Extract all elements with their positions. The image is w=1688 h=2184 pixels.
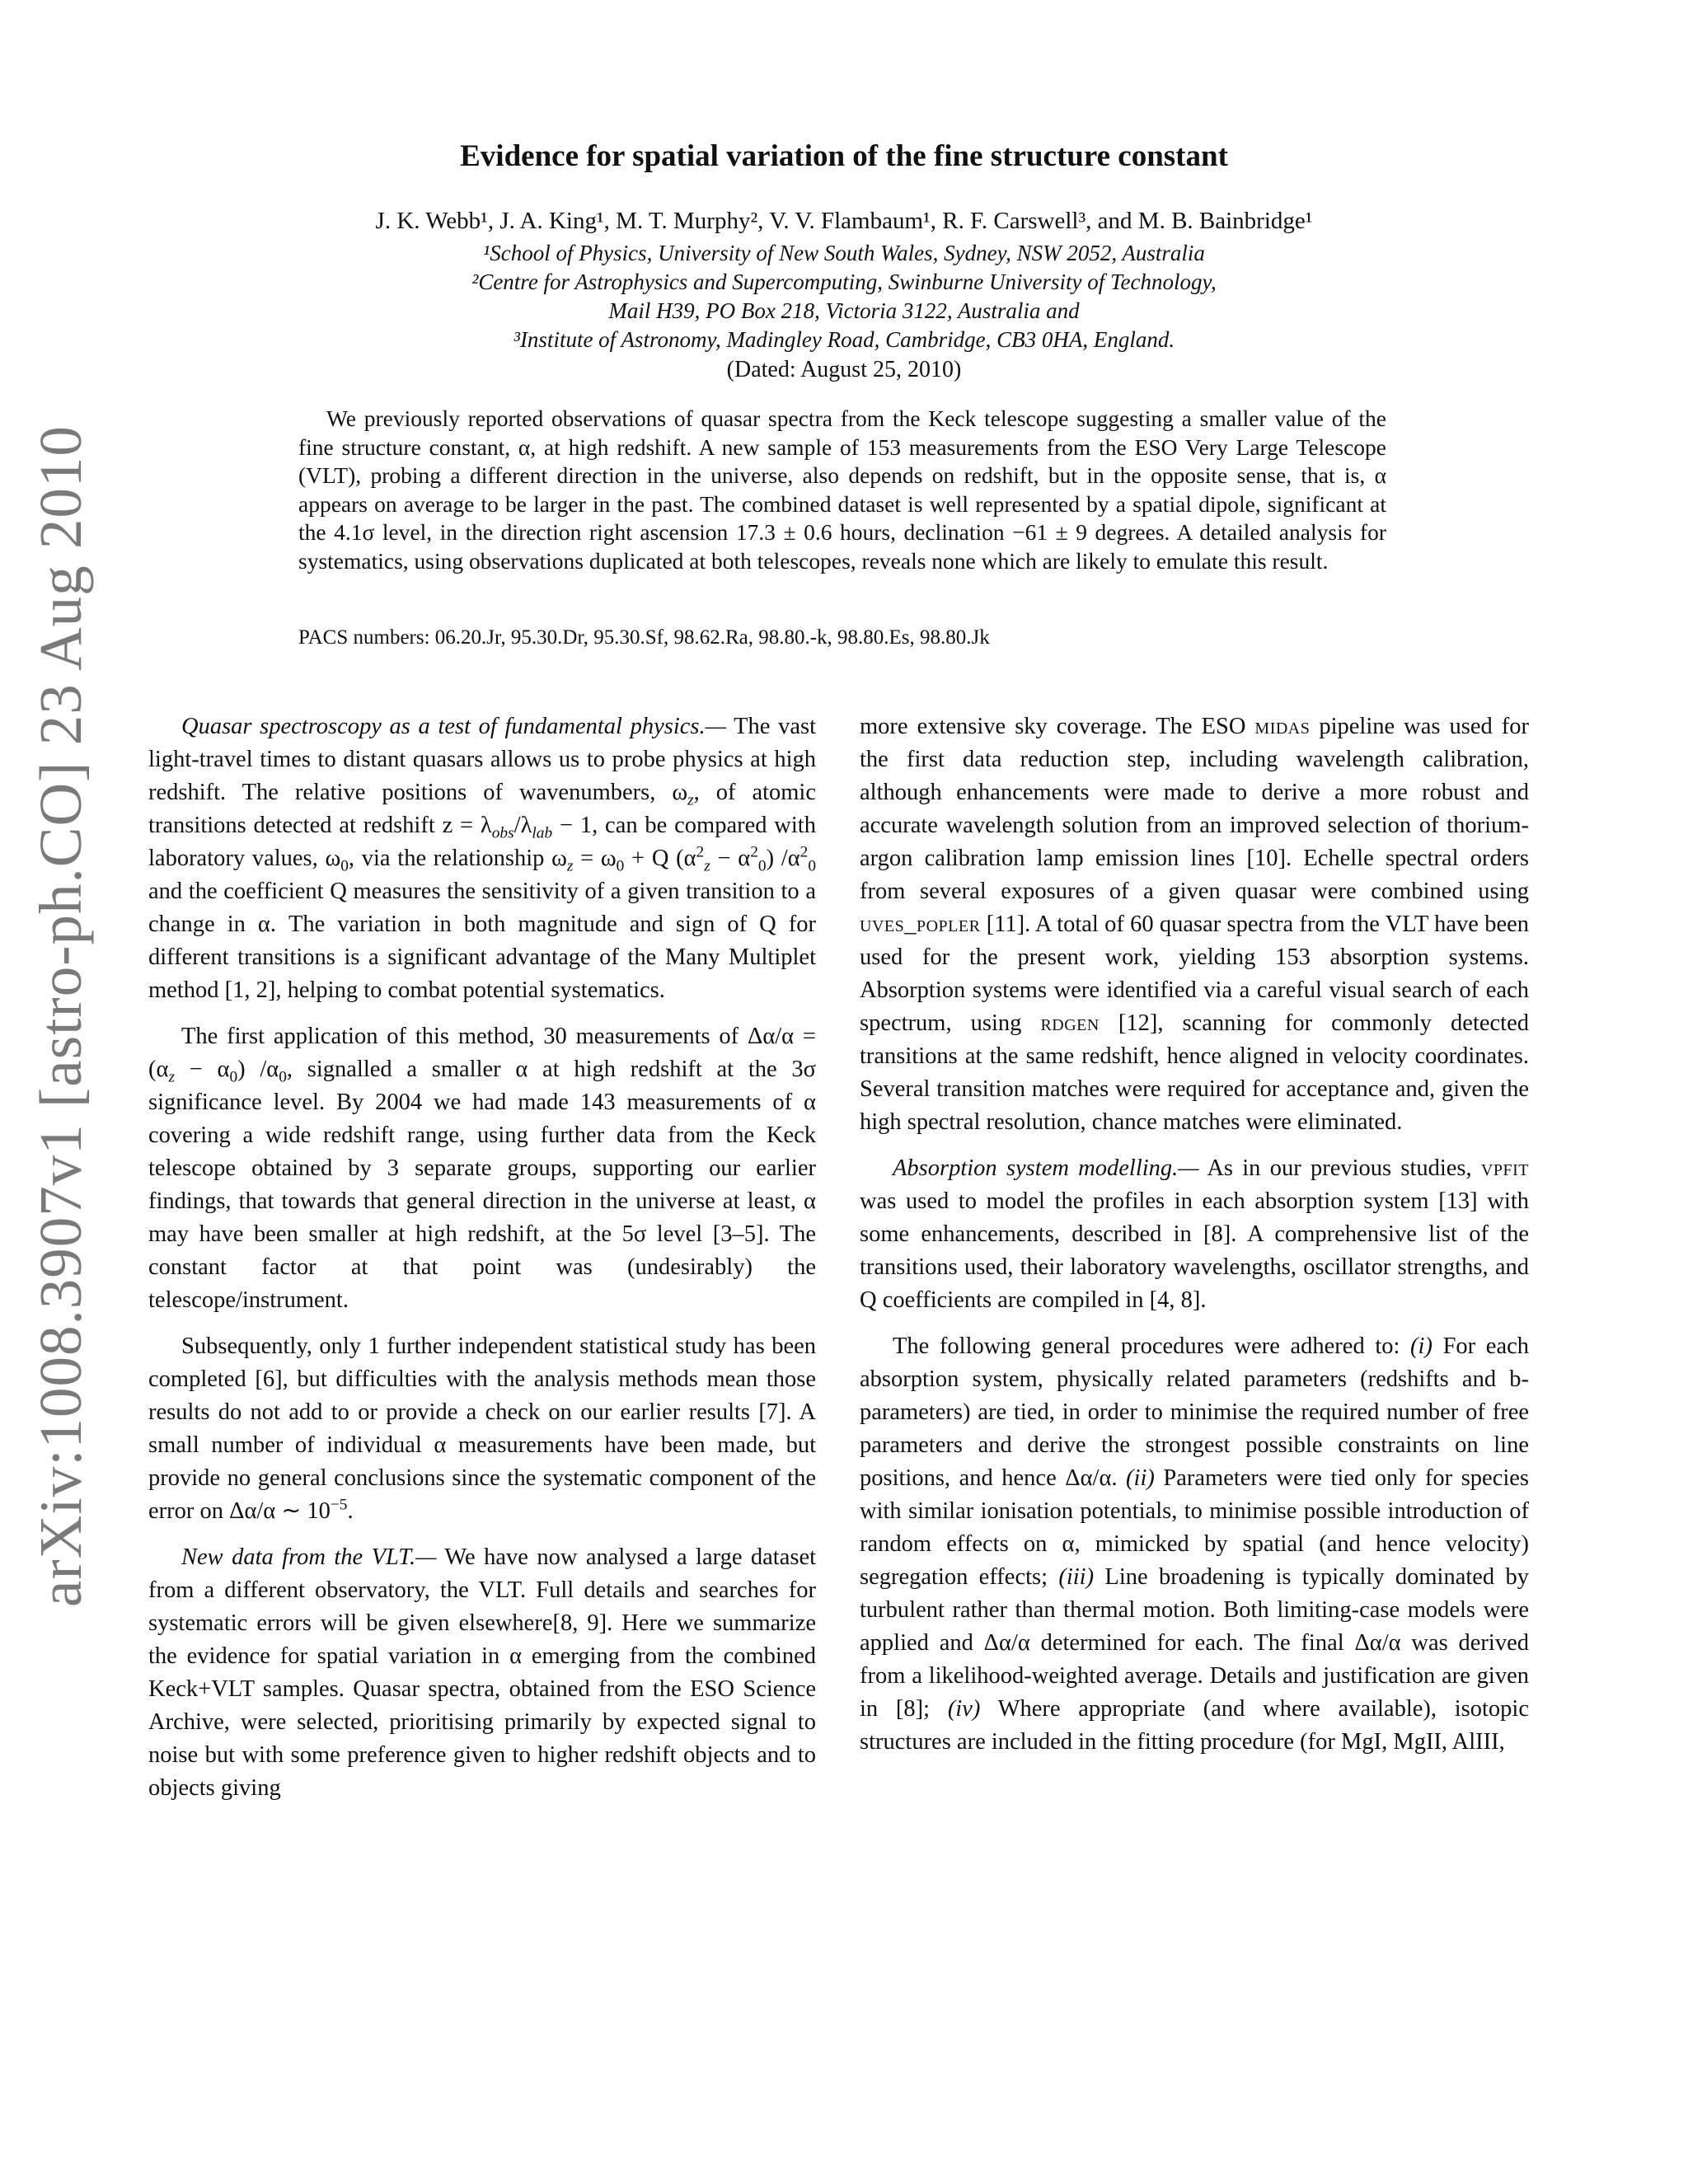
affiliation-2: ²Centre for Astrophysics and Supercomputing, Swinburne University of Technology, [471, 269, 1217, 294]
paragraph-quasar-spectroscopy: Quasar spectroscopy as a test of fundamental physics.— The vast light-travel times to distant quasars allows us to probe physics at high redshift. The relative positions of wavenumbers, $\omega_z$, of atomic transitions detected at redshift $z = \lambda_{obs}/\lambda_{lab} - 1$, can be compared with laboratory values, $\omega_0$, via the relationship $\omega_z = \omega_0 + Q$ $(\alpha^2_z - \alpha^2_0)$ $/\alpha^2_0$ and the coefficient Q measures the sensitivity of a given transition to a change in α. The variation in both magnitude and sign of Q for different transitions is a significant advantage of the Many Multiplet method [1, 2], helping to combat potential systematics. [148, 714, 817, 1003]
paragraph-new-data: New data from the VLT.— We have now analysed a large dataset from a different observatory, the VLT. Full details and searches for systematic errors will be given elsewhere[8, 9]. Here we summarize the evidence for spatial variation in α emerging from the combined Keck+VLT samples. Quasar spectra, obtained from the ESO Science Archive, were selected, prioritising primarily by expected signal to noise but with some preference given to higher redshift objects and to objects giving [148, 1544, 817, 1801]
pacs-numbers: PACS numbers: 06.20.Jr, 95.30.Dr, 95.30.Sf, 98.62.Ra, 98.80.-k, 98.80.Es, 98.80.Jk [298, 626, 990, 649]
left-column [148, 710, 816, 1818]
paragraph-procedures: The following general procedures were adhered to: (i) For each absorption system, physically related parameters (redshifts and b-parameters) are tied, in order to minimise the required number of free parameters and derive the strongest possible constraints on line positions, and hence Δα/α. (ii) Parameters were tied only for species with similar ionisation potentials, to minimise possible introduction of random effects on α, mimicked by spatial (and hence velocity) segregation effects; (iii) Line broadening is typically dominated by turbulent rather than thermal motion. Both limiting-case models were applied and Δα/α determined for each. The final Δα/α was derived from a likelihood-weighted average. Details and justification are given in [8]; (iv) Where appropriate (and where available), isotopic structures are included in the fitting procedure (for MgI, MgII, AlIII, [860, 1333, 1529, 1755]
right-column [860, 710, 1529, 1772]
dated-line: (Dated: August 25, 2010) [726, 357, 962, 382]
abstract [298, 405, 1386, 575]
abstract-text: We previously reported observations of quasar spectra from the Keck telescope suggesting a smaller value of the fine structure constant, α, at high redshift. A new sample of 153 measurements from the ESO Very Large Telescope (VLT), probing a different direction in the universe, also depends on redshift, but in the opposite sense, that is, α appears on average to be larger in the past. The combined dataset is well represented by a spatial dipole, significant at the 4.1σ level, in the direction right ascension 17.3 ± 0.6 hours, declination −61 ± 9 degrees. A detailed analysis for systematics, using observations duplicated at both telescopes, reveals none which are likely to emulate this result. [298, 405, 1386, 574]
section-heading: New data from the VLT.— [181, 1544, 437, 1570]
paragraph-absorption-modelling: Absorption system modelling.— As in our previous studies, vpfit was used to model the profiles in each absorption system [13] with some enhancements, described in [8]. A comprehensive list of the transitions used, their laboratory wavelengths, oscillator strengths, and Q coefficients are compiled in [4, 8]. [860, 1155, 1529, 1313]
paper-title: Evidence for spatial variation of the fine structure constant [460, 139, 1228, 173]
section-heading: Quasar spectroscopy as a test of fundamental physics.— [181, 714, 726, 739]
paragraph-subsequently: Subsequently, only 1 further independent statistical study has been completed [6], but difficulties with the analysis methods mean those results do not add to or provide a check on our earlier results [7]. A small number of individual α measurements have been made, but provide no general conclusions since the systematic component of the error on Δα/α ∼ $10^{-5}$. [148, 1333, 816, 1524]
section-heading: Absorption system modelling.— [893, 1155, 1199, 1181]
paragraph-first-application: The first application of this method, 30 measurements of $\Delta\alpha/\alpha = (\alpha_z - \alpha_0)$ $/\alpha_0$, signalled a smaller α at high redshift at the 3σ significance level. By 2004 we had made 143 measurements of α covering a wide redshift range, using further data from the Keck telescope obtained by 3 separate groups, supporting our earlier findings, that towards that general direction in the universe at least, α may have been smaller at high redshift, at the 5σ level [3–5]. The constant factor at that point was (undesirably) the telescope/instrument. [148, 1024, 816, 1313]
affiliation-1: ¹School of Physics, University of New South Wales, Sydney, NSW 2052, Australia [483, 241, 1205, 265]
affiliation-3: ³Institute of Astronomy, Madingley Road, Cambridge, CB3 0HA, England. [513, 327, 1175, 352]
author-list: J. K. Webb¹, J. A. King¹, M. T. Murphy², V. V. Flambaum¹, R. F. Carswell³, and M. B. Bainbridge¹ [375, 208, 1313, 234]
affiliation-2-cont: Mail H39, PO Box 218, Victoria 3122, Australia and [608, 298, 1080, 323]
paragraph-continued: more extensive sky coverage. The ESO midas pipeline was used for the first data reduction step, including wavelength calibration, although enhancements were made to derive a more robust and accurate wavelength solution from an improved selection of thorium-argon calibration lamp emission lines [10]. Echelle spectral orders from several exposures of a given quasar were combined using uves_popler [11]. A total of 60 quasar spectra from the VLT have been used for the present work, yielding 153 absorption systems. Absorption systems were identified via a careful visual search of each spectrum, using rdgen [12], scanning for commonly detected transitions at the same redshift, hence aligned in velocity coordinates. Several transition matches were required for acceptance and, given the high spectral resolution, chance matches were eliminated. [860, 714, 1529, 1135]
arxiv-identifier: arXiv:1008.3907v1 [astro-ph.CO] 23 Aug 2010 [27, 425, 94, 1607]
